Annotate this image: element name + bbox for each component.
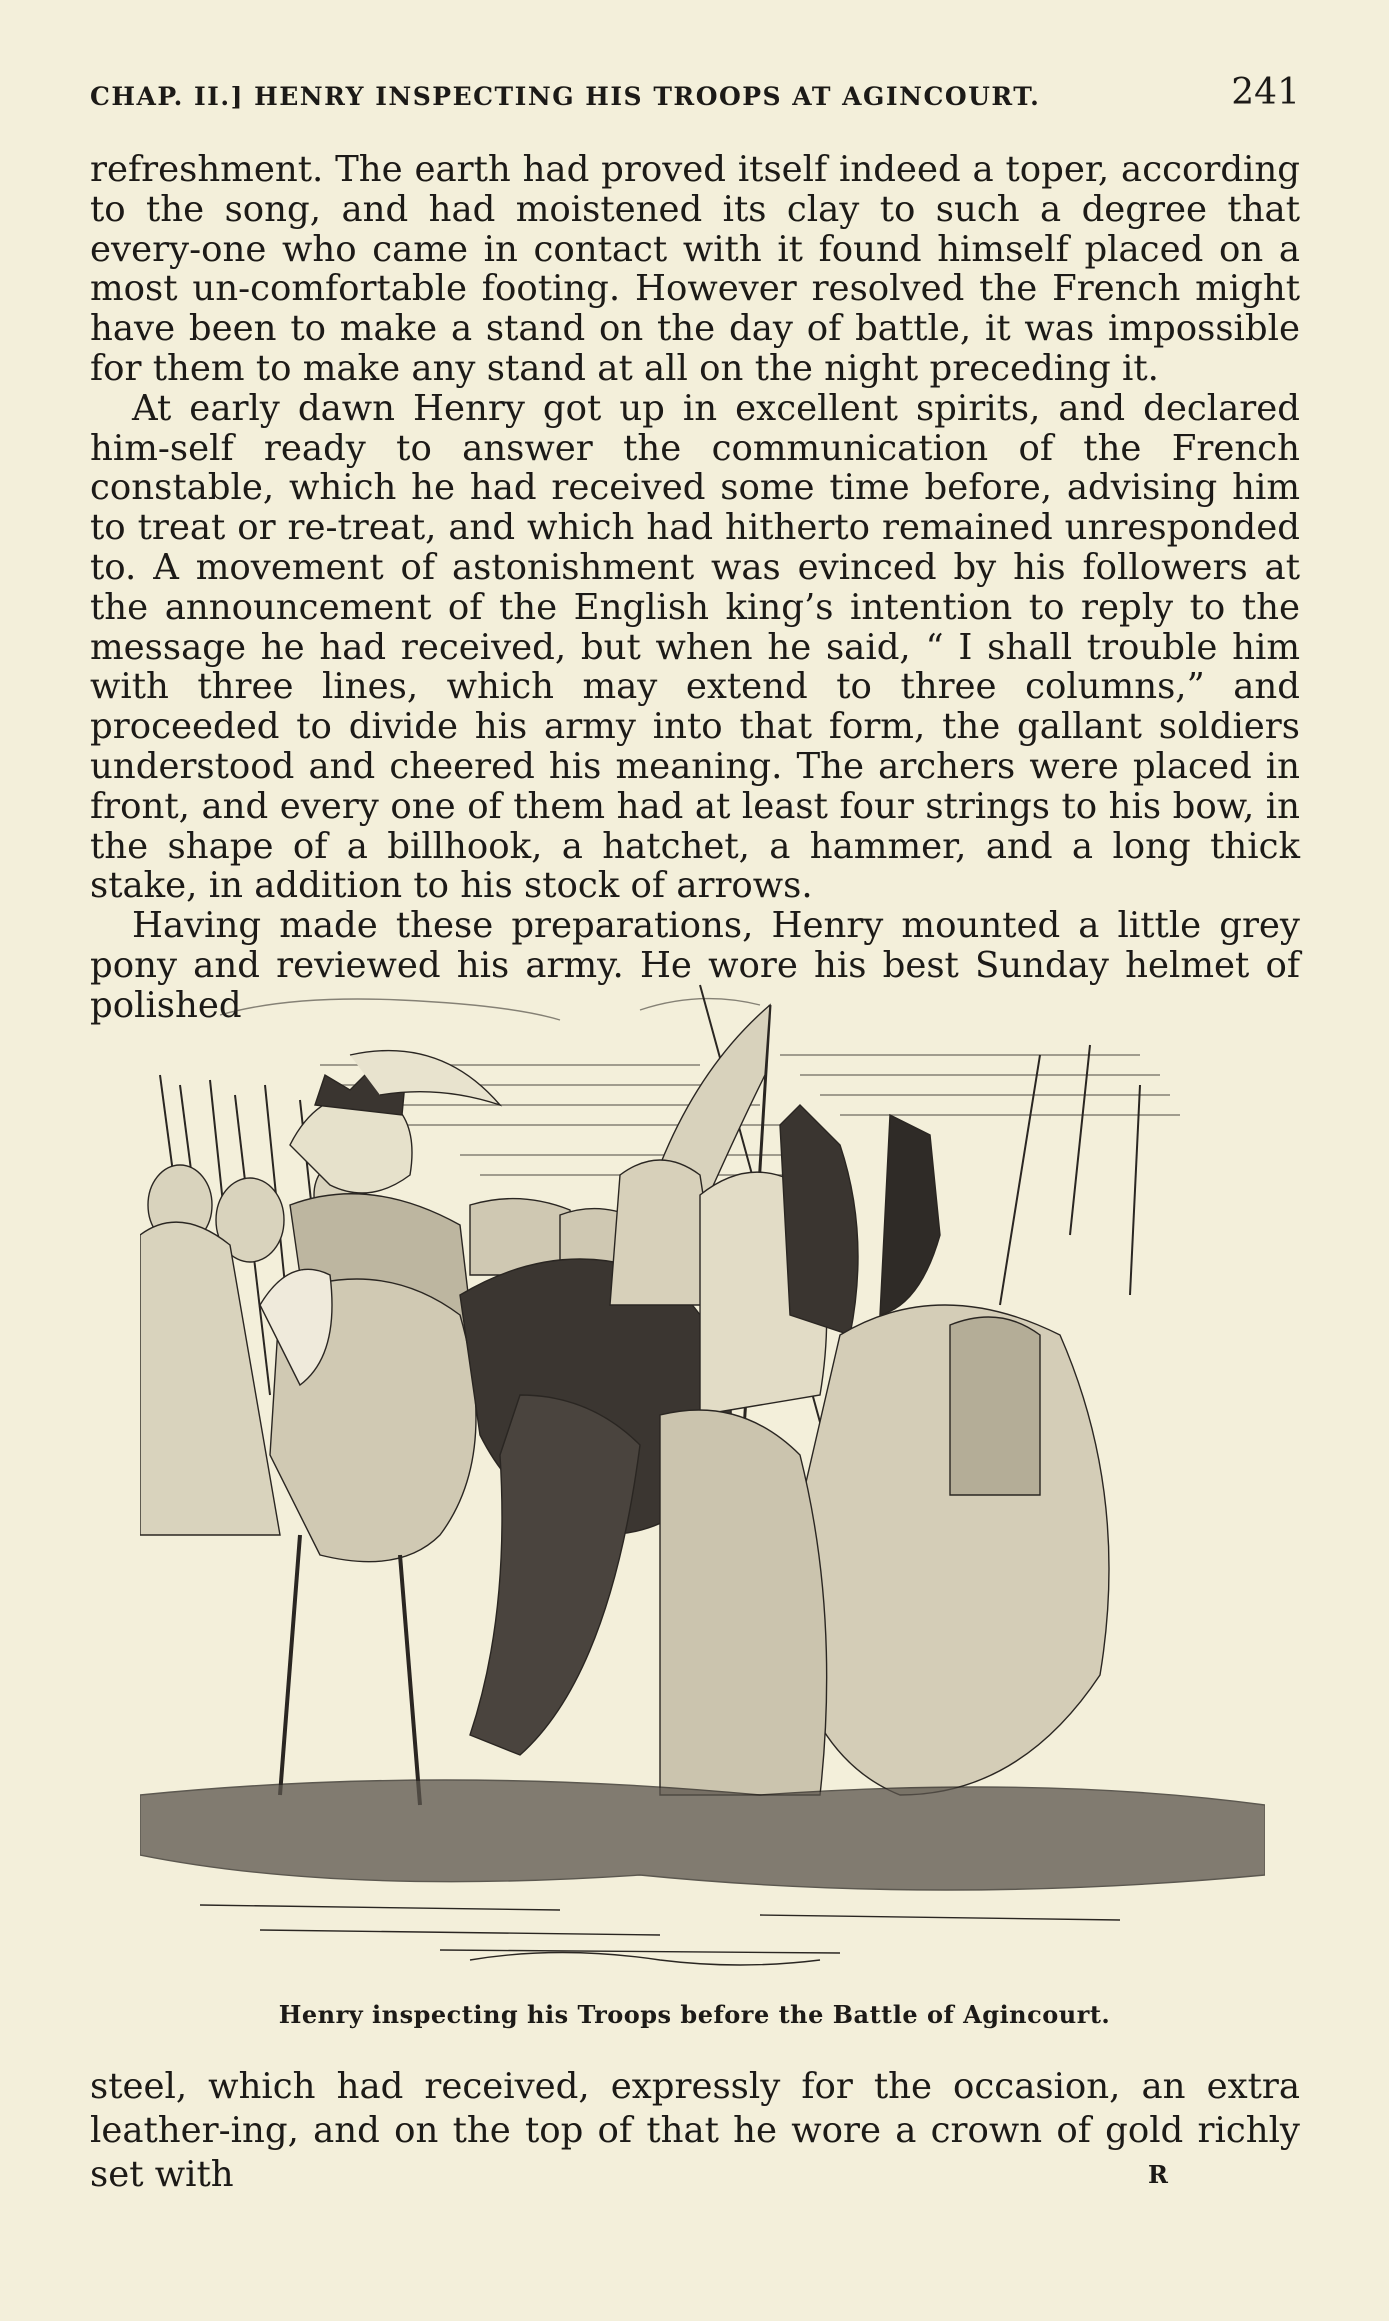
- running-header: [90, 72, 1300, 122]
- paragraph: Having made these preparations, Henry mounted a little grey pony and reviewed his army. He wore his best Sunday helmet of polished: [90, 905, 1300, 1026]
- paragraph: refreshment. The earth had proved itself indeed a toper, according to the song, and had moistened its clay to such a degree that every-one who came in contact with it found himself placed on a most un-comfortable footing. However resolved the French might have been to make a stand on the day of battle, it was impossible for them to make any stand at all on the night preceding it.: [90, 149, 1300, 389]
- ground-hatching: [140, 1780, 1265, 1965]
- figure-caption: Henry inspecting his Troops before the Battle of Agincourt.: [278, 2000, 1111, 2029]
- king-on-horse: [260, 1051, 500, 1805]
- running-head-title: CHAP. II.] HENRY INSPECTING HIS TROOPS AT AGINCOURT.: [90, 82, 1041, 111]
- paragraph: At early dawn Henry got up in excellent spirits, and declared him-self ready to answer the communication of the French constable, which he had received some time before, advising him to treat or re-treat, and which had hitherto remained unresponded to. A movement of astonishment was evinced by his followers at the announcement of the English king’s intention to reply to the message he had received, but when he said, “ I shall trouble him with three lines, which may extend to three columns,” and proceeded to divide his army into that form, the gallant soldiers understood and cheered his meaning. The archers were placed in front, and every one of them had at least four strings to his bow, in the shape of a billhook, a hatchet, a hammer, and a long thick stake, in addition to his stock of arrows.: [90, 387, 1300, 907]
- signature-mark: R: [1148, 2160, 1168, 2189]
- body-text: [90, 150, 1300, 1026]
- paragraph: steel, which had received, expressly for the occasion, an extra leather-ing, and on the top of that he wore a crown of gold richly set with: [90, 2066, 1300, 2195]
- engraving-illustration: [140, 975, 1265, 1975]
- right-figures: [610, 1105, 1109, 1795]
- continuation-text: [90, 2065, 1300, 2197]
- page-number: 241: [1231, 72, 1300, 113]
